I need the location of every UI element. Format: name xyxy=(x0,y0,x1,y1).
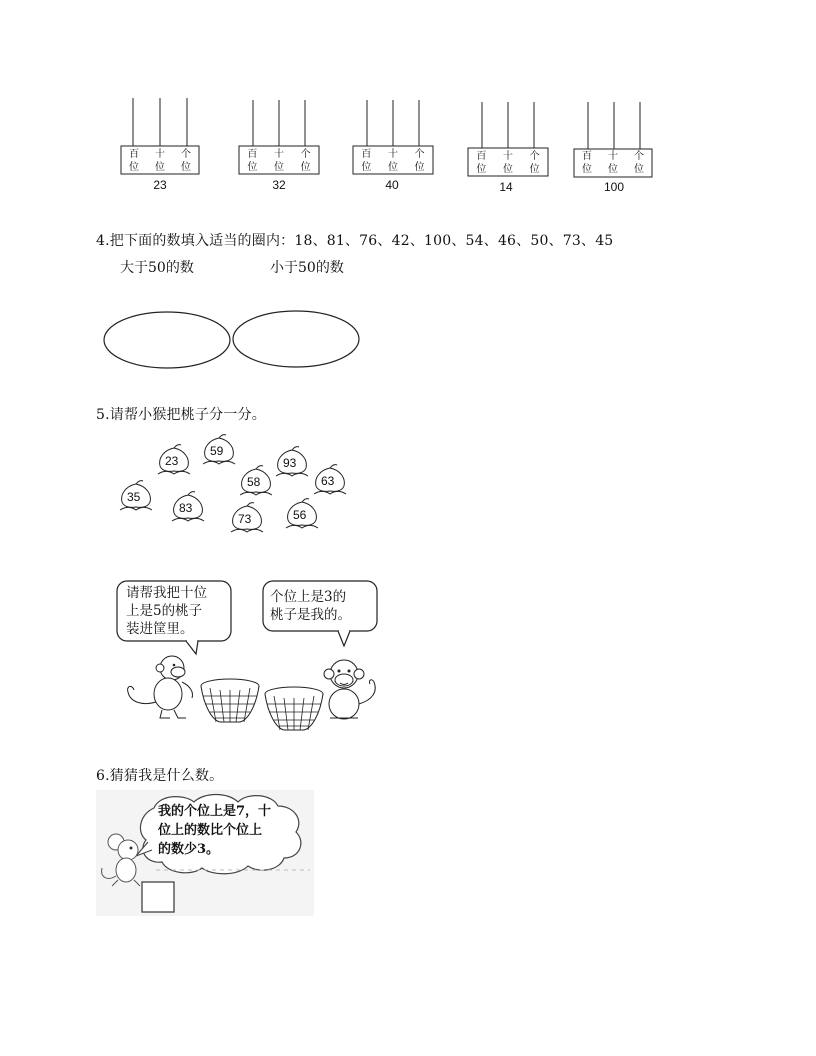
peach[interactable] xyxy=(236,465,276,499)
basket-left-icon[interactable] xyxy=(198,676,262,726)
monkey-left-icon xyxy=(122,652,202,722)
peach[interactable] xyxy=(310,464,350,498)
peach-number: 93 xyxy=(283,456,297,470)
answer-box[interactable] xyxy=(142,882,174,912)
abacus-col-tens: 十位 xyxy=(608,151,618,175)
bubble-line: 个位上是3的 xyxy=(270,589,347,605)
peach-number: 58 xyxy=(247,475,261,489)
abacus-col-ones: 个位 xyxy=(634,151,644,175)
abacus-value: 32 xyxy=(272,178,286,192)
peach[interactable] xyxy=(282,498,322,532)
abacus-col-tens: 十位 xyxy=(387,149,398,173)
peach[interactable] xyxy=(116,480,156,514)
mouse-bubble-line: 的数少3。 xyxy=(158,842,220,857)
less-than-50-circle[interactable] xyxy=(233,311,359,367)
question-5-title: 5.请帮小猴把桃子分一分。 xyxy=(96,407,266,423)
peach[interactable] xyxy=(199,434,239,468)
bubble-line: 上是5的桃子 xyxy=(126,603,203,619)
abacus-col-hundreds: 百位 xyxy=(361,149,372,173)
bubble-line: 请帮我把十位 xyxy=(126,585,207,601)
peach[interactable] xyxy=(272,446,312,480)
abacus-col-tens: 十位 xyxy=(155,149,165,173)
abacus-col-ones: 个位 xyxy=(181,149,191,173)
peach[interactable] xyxy=(154,444,194,478)
abacus-col-tens: 十位 xyxy=(502,151,513,175)
sorting-circles xyxy=(100,308,366,372)
monkey-right-icon xyxy=(316,652,382,724)
greater-than-50-label: 大于50的数 xyxy=(120,260,194,276)
mouse-bubble-line: 位上的数比个位上 xyxy=(158,823,263,838)
abacus-value: 40 xyxy=(385,178,399,192)
abacus-col-ones: 个位 xyxy=(529,151,540,175)
question-4-title: 4.把下面的数填入适当的圈内：18、81、76、42、100、54、46、50、73、45 xyxy=(96,233,614,249)
greater-than-50-circle[interactable] xyxy=(104,312,230,368)
less-than-50-label: 小于50的数 xyxy=(270,260,344,276)
bubble-line: 装进筐里。 xyxy=(126,621,194,637)
peach-number: 73 xyxy=(238,512,252,526)
abacus-col-hundreds: 百位 xyxy=(247,149,258,173)
peach-number: 83 xyxy=(179,501,193,515)
abacus-value: 100 xyxy=(603,180,625,194)
abacus-col-hundreds: 百位 xyxy=(129,149,139,173)
peach-number: 56 xyxy=(293,508,307,522)
abacus-col-hundreds: 百位 xyxy=(582,151,592,175)
peach-number: 59 xyxy=(210,444,224,458)
peach-number: 23 xyxy=(165,454,179,468)
abacus-value: 23 xyxy=(153,178,167,192)
abacus-col-tens: 十位 xyxy=(273,149,284,173)
abacus-col-ones: 个位 xyxy=(300,149,311,173)
abacus-value: 14 xyxy=(499,180,513,194)
peach[interactable] xyxy=(227,502,267,536)
abacus-col-hundreds: 百位 xyxy=(476,151,487,175)
peach[interactable] xyxy=(168,491,208,525)
mouse-bubble-line: 我的个位上是7，十 xyxy=(158,804,272,819)
peach-number: 63 xyxy=(321,474,335,488)
mouse-illustration xyxy=(96,790,314,916)
bubble-line: 桃子是我的。 xyxy=(270,607,351,623)
abacus-col-ones: 个位 xyxy=(414,149,425,173)
peach-number: 35 xyxy=(127,490,141,504)
question-6-title: 6.猜猜我是什么数。 xyxy=(96,768,224,784)
